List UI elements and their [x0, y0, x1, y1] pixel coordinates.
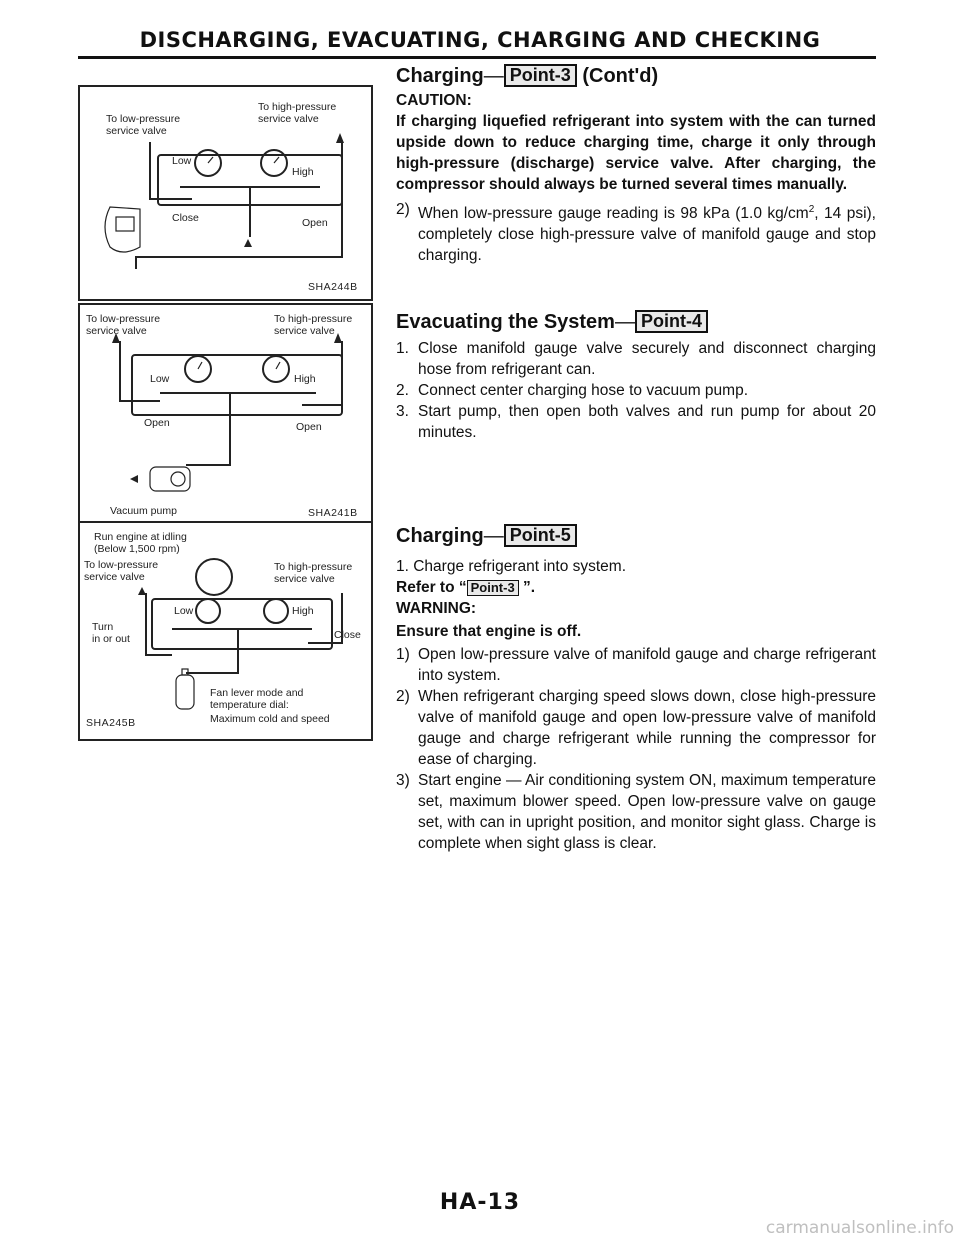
figure-code: SHA245B [86, 717, 136, 729]
point-badge: Point-3 [504, 64, 577, 87]
label-vacuum-pump: Vacuum pump [110, 505, 177, 517]
section-title-text: Charging [396, 65, 484, 87]
page-number: HA-13 [439, 1190, 521, 1215]
label-to-low-pressure: To low-pressure service valve [86, 313, 161, 337]
step-text: Start pump, then open both valves and run pump for about 20 minutes. [418, 403, 876, 441]
step-text: Close manifold gauge valve securely and disconnect charging hose from refrigerant can. [418, 340, 876, 378]
figure-vacuum-pump [78, 303, 373, 525]
step-number: 2. [396, 382, 409, 399]
point-badge: Point-4 [635, 310, 708, 333]
label-low: Low [150, 373, 170, 385]
section-title: Charging— Point-5 [396, 524, 876, 548]
figure-engine-charging [78, 521, 373, 741]
step-1-text: 1. Charge refrigerant into system. [396, 558, 627, 575]
refer-line [396, 577, 876, 598]
label-high: High [292, 605, 314, 617]
step-text-part: , 14 psi), completely close high-pressure valve of manifold gauge and stop charging. [418, 205, 876, 265]
caution-text: If charging liquefied refrigerant into system with the can turned upside down to reduce charging time, charge it only through high-pressure (discharge) service valve. After charging, the compressor should always be turned several times manually. [396, 113, 876, 193]
section-title-cont: (Cont'd) [582, 65, 659, 87]
label-to-low-pressure: To low-pressure service valve [84, 559, 159, 583]
label-open-right: Open [296, 421, 322, 433]
label-high: High [294, 373, 316, 385]
section-title: Evacuating the System— Point-4 [396, 310, 876, 334]
step-2 [396, 199, 876, 266]
label-open-left: Open [144, 417, 170, 429]
superscript: 2 [808, 204, 815, 215]
header-rule [78, 56, 876, 59]
label-to-high-pressure: To high-pressure service valve [258, 101, 337, 125]
list-item [396, 380, 876, 401]
list-item [396, 338, 876, 380]
step-number: 1) [396, 646, 410, 663]
label-to-low-pressure: To low-pressure service valve [106, 113, 181, 137]
step-number: 3. [396, 403, 409, 420]
list-item [396, 401, 876, 443]
watermark: carmanualsonline.info [765, 1218, 954, 1238]
figure-charging-can [78, 85, 373, 301]
figure-code: SHA244B [308, 281, 358, 293]
label-open: Open [302, 217, 328, 229]
label-close: Close [334, 629, 361, 641]
label-to-high-pressure: To high-pressure service valve [274, 561, 353, 585]
section-title: Charging— Point-3 (Cont'd) [396, 65, 659, 87]
step-number: 2) [396, 201, 410, 218]
step-text: Start engine — Air conditioning system ON, maximum temperature set, maximum blower speed. Open low-pressure valve on gauge set, with can in upright position, and monitor sight glass. Charge is complete when sight glass is clear. [418, 772, 876, 852]
label-low: Low [174, 605, 194, 617]
label-low: Low [172, 155, 192, 167]
list-item [396, 644, 876, 686]
step-text: When refrigerant charging speed slows down, close high-pressure valve of manifold gauge and open low-pressure valve of manifold gauge and charge refrigerant while running the compressor for ease of charging. [418, 688, 876, 768]
step-text-part: When low-pressure gauge reading is 98 kPa (1.0 kg/cm [418, 205, 809, 223]
warning-text: Ensure that engine is off. [396, 623, 582, 640]
warning-label: WARNING: [396, 600, 477, 617]
section-title-text: Charging [396, 525, 484, 547]
step-number: 2) [396, 688, 410, 705]
step-number: 3) [396, 772, 410, 789]
list-item [396, 686, 876, 770]
label-to-high-pressure: To high-pressure service valve [274, 313, 353, 337]
refer-text: ”. [518, 579, 536, 596]
section-charging-point-5 [396, 524, 876, 854]
manifold-gauge-diagram-2 [80, 305, 371, 523]
page-header-title: DISCHARGING, EVACUATING, CHARGING AND CHECKING [139, 28, 821, 52]
refer-text: Refer to “ [396, 579, 467, 596]
point-reference-badge: Point-3 [467, 580, 519, 596]
label-run-engine: Run engine at idling (Below 1,500 rpm) [94, 531, 187, 555]
step-text: Open low-pressure valve of manifold gauge and charge refrigerant into system. [418, 646, 876, 684]
section-evacuating-point-4 [396, 310, 876, 443]
section-charging-point-3 [396, 64, 876, 266]
label-close: Close [172, 212, 199, 224]
label-turn: Turn in or out [92, 621, 130, 645]
section-title-text: Evacuating the System [396, 311, 615, 333]
figure-code: SHA241B [308, 507, 358, 519]
label-max-cold: Maximum cold and speed [210, 713, 330, 725]
caution-label: CAUTION: [396, 92, 472, 109]
point-badge: Point-5 [504, 524, 577, 547]
label-fan-lever: Fan lever mode and temperature dial: [210, 687, 304, 711]
step-number: 1. [396, 340, 409, 357]
step-text: Connect center charging hose to vacuum pump. [418, 382, 748, 399]
label-high: High [292, 166, 314, 178]
step-text [418, 199, 876, 266]
list-item [396, 770, 876, 854]
